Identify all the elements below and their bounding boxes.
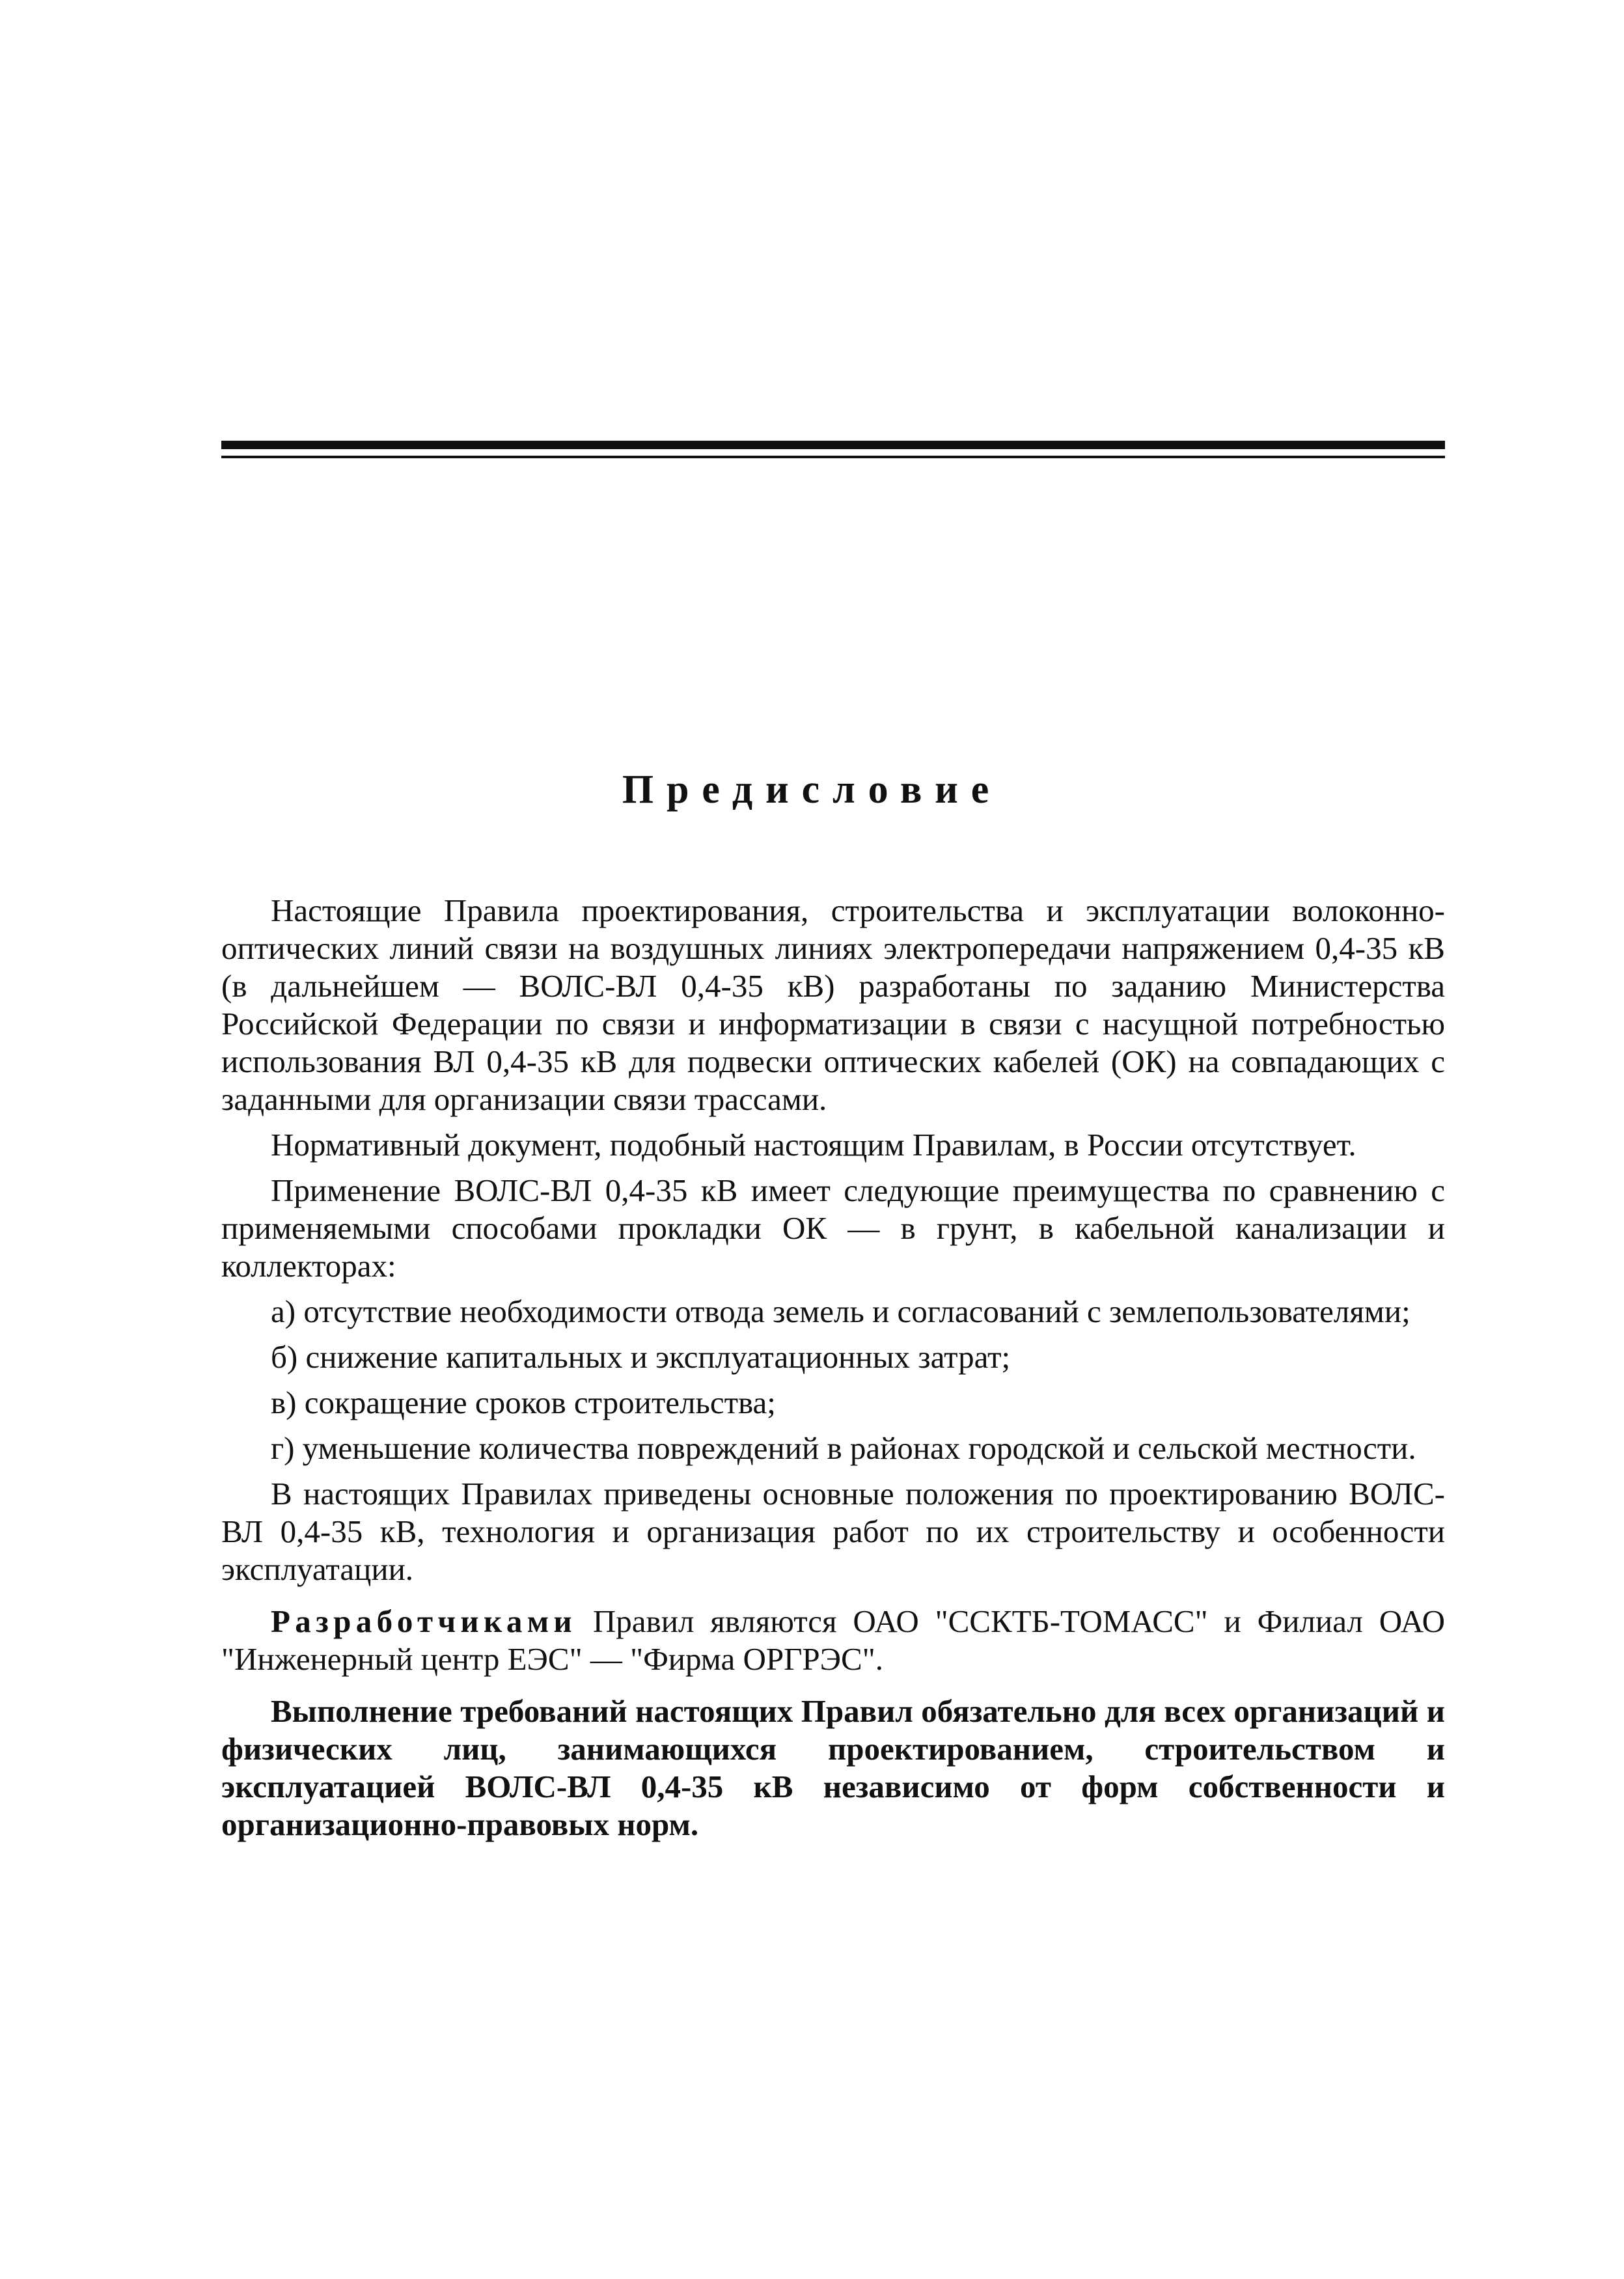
- paragraph-mandatory: Выполнение требований настоящих Правил обязательно для всех организаций и физических лиц, занимающихся проектированием, строительством и эксплуатацией ВОЛС-ВЛ 0,4-35 кВ независимо от форм собственности и организационно-правовых норм.: [221, 1693, 1445, 1842]
- list-item-c: в) сокращение сроков строительства;: [271, 1385, 776, 1420]
- header-rule-thin: [221, 456, 1445, 458]
- preface-body: [221, 892, 1445, 1851]
- list-item-d: г) уменьшение количества повреждений в районах городской и сельской местности.: [271, 1430, 1416, 1466]
- list-item-a: а) отсутствие необходимости отвода земель и согласований с землепользователями;: [271, 1293, 1411, 1329]
- header-rule-thick: [221, 441, 1445, 449]
- paragraph-developers: [221, 1603, 1445, 1678]
- page-title: Предисловие: [622, 767, 1002, 812]
- paragraph-absence: Нормативный документ, подобный настоящим Правилам, в России отсутствует.: [271, 1127, 1356, 1163]
- developers-text: Правил являются ОАО "ССКТБ-ТОМАСС" и Филиал ОАО "Инженерный центр ЕЭС" — "Фирма ОРГРЭС".: [221, 1603, 1445, 1677]
- list-item-b: б) снижение капитальных и эксплуатационных затрат;: [271, 1339, 1011, 1375]
- developers-label: Разработчиками: [271, 1603, 577, 1639]
- paragraph-intro: Настоящие Правила проектирования, строительства и эксплуатации волоконно-оптических линий связи на воздушных линиях электропередачи напряжением 0,4-35 кВ (в дальнейшем — ВОЛС-ВЛ 0,4-35 кВ) разработаны по заданию Министерства Российской Федерации по связи и информатизации в связи с насущной потребностью использования ВЛ 0,4-35 кВ для подвески оптических кабелей (ОК) на совпадающих с заданными для организации связи трассами.: [221, 892, 1445, 1117]
- paragraph-contents: В настоящих Правилах приведены основные положения по проектированию ВОЛС-ВЛ 0,4-35 кВ, технология и организация работ по их строительству и особенности эксплуатации.: [221, 1476, 1445, 1587]
- paragraph-advantages: Применение ВОЛС-ВЛ 0,4-35 кВ имеет следующие преимущества по сравнению с применяемыми способами прокладки ОК — в грунт, в кабельной канализации и коллекторах:: [221, 1172, 1445, 1284]
